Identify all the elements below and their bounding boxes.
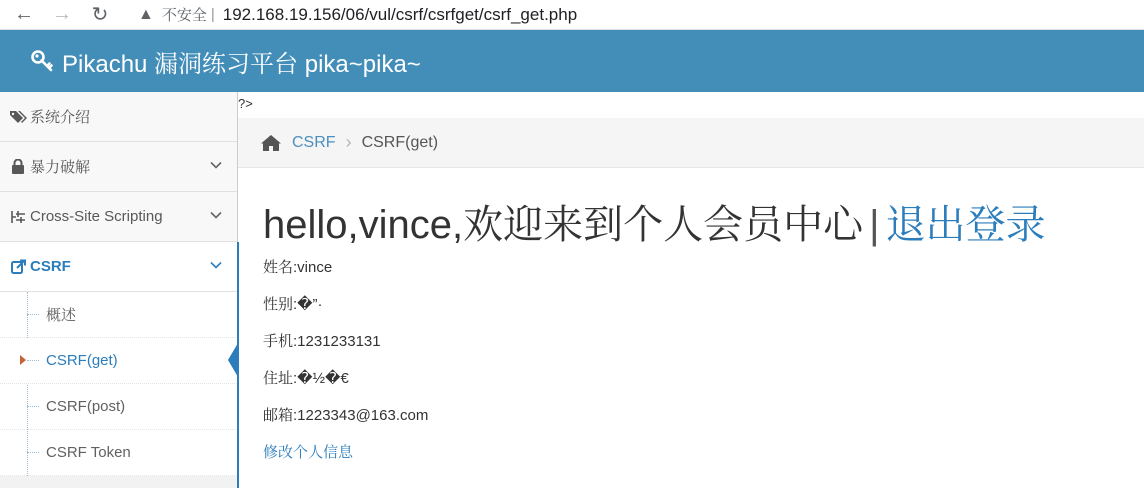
- reload-icon[interactable]: ↻: [91, 4, 109, 26]
- key-icon: [30, 49, 54, 73]
- submenu-item-overview[interactable]: [0, 292, 237, 338]
- sidebar: [0, 92, 238, 488]
- forward-icon[interactable]: →: [52, 3, 72, 25]
- info-email: 邮箱:1223343@163.com: [263, 407, 429, 424]
- greeting-separator: |: [869, 203, 880, 247]
- info-address: 住址:�½�€: [263, 370, 349, 387]
- browser-toolbar: [0, 0, 1144, 30]
- submenu-item-csrf-get[interactable]: [0, 338, 237, 384]
- breadcrumb-separator-icon: ›: [345, 132, 352, 152]
- submenu-label: CSRF Token: [46, 444, 131, 461]
- member-center: [263, 202, 1144, 462]
- sidebar-item-label: 系统介绍: [30, 109, 91, 126]
- chevron-down-icon: [209, 158, 223, 172]
- sidebar-item-bruteforce[interactable]: [0, 142, 237, 192]
- home-icon[interactable]: [260, 134, 282, 152]
- insecure-label: 不安全: [161, 7, 207, 24]
- submenu-item-csrf-post[interactable]: [0, 384, 237, 430]
- info-phone: 手机:1231233131: [263, 333, 381, 350]
- info-gender: 性别:�”·: [263, 296, 323, 313]
- sidebar-item-xss[interactable]: [0, 192, 237, 242]
- back-icon[interactable]: ←: [14, 3, 34, 25]
- sidebar-item-label: 暴力破解: [30, 159, 91, 176]
- breadcrumb-csrf-link[interactable]: CSRF: [292, 133, 336, 151]
- submenu-label: 概述: [46, 307, 77, 324]
- app-header: [0, 30, 1144, 92]
- url-divider: |: [210, 6, 215, 23]
- logout-link[interactable]: 退出登录: [885, 203, 1046, 247]
- info-name: 姓名:vince: [263, 259, 333, 276]
- greeting-heading: [263, 202, 1144, 248]
- breadcrumb: [238, 118, 1144, 168]
- sidebar-item-label: Cross-Site Scripting: [30, 208, 163, 225]
- main-content: [238, 92, 1144, 488]
- breadcrumb-current: CSRF(get): [361, 133, 439, 151]
- address-bar[interactable]: 192.168.19.156/06/vul/csrf/csrfget/csrf_get.php: [222, 4, 578, 24]
- csrf-submenu: [0, 292, 237, 476]
- lock-icon: [8, 159, 28, 174]
- greeting-text: hello,vince,欢迎来到个人会员中心: [263, 203, 864, 247]
- xss-icon: [8, 210, 28, 224]
- sidebar-item-label: CSRF: [30, 258, 71, 275]
- submenu-item-csrf-token[interactable]: [0, 430, 237, 476]
- chevron-down-icon: [209, 208, 223, 222]
- sidebar-item-csrf[interactable]: [0, 242, 237, 292]
- php-tag-leak: ?>: [238, 96, 253, 111]
- edit-profile-link[interactable]: 修改个人信息: [263, 444, 354, 461]
- share-square-icon: [8, 259, 28, 274]
- tags-icon: [8, 110, 28, 124]
- app-title[interactable]: Pikachu 漏洞练习平台 pika~pika~: [62, 50, 421, 78]
- security-indicator[interactable]: [138, 4, 223, 25]
- submenu-label: CSRF(post): [46, 398, 126, 415]
- chevron-down-icon: [209, 258, 223, 272]
- caret-right-icon: [20, 355, 26, 365]
- sidebar-item-intro[interactable]: [0, 92, 237, 142]
- submenu-label: CSRF(get): [46, 352, 118, 369]
- warning-icon: ▲: [138, 5, 154, 23]
